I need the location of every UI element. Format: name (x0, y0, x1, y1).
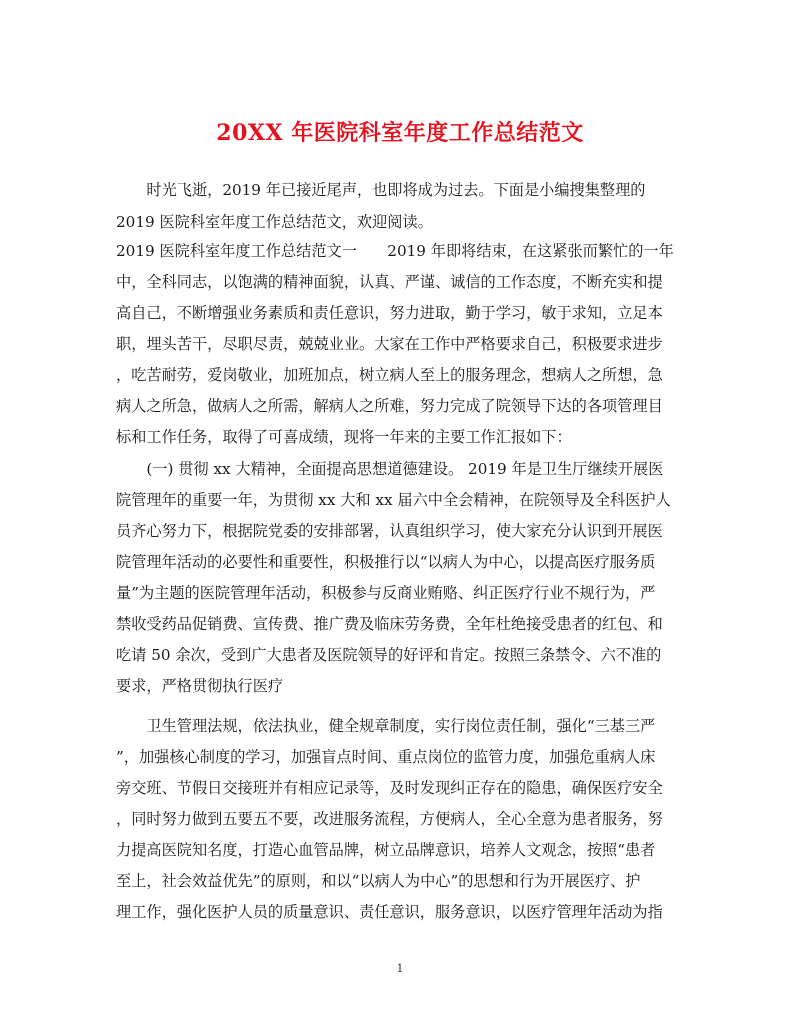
body-line: 病人之所急，做病人之所需，解病人之所难，努力完成了院领导下达的各项管理目 (116, 397, 663, 415)
body-line: 院管理年活动的必要性和重要性，积极推行以“以病人为中心，以提高医疗服务质 (116, 553, 656, 571)
body-line: 旁交班、节假日交接班并有相应记录等，及时发现纠正存在的隐患，确保医疗安全 (116, 779, 663, 797)
body-line: 理工作，强化医护人员的质量意识、责任意识，服务意识，以医疗管理年活动为指 (116, 903, 663, 921)
page-number: 1 (396, 962, 404, 975)
body-line: 力提高医院知名度，打造心血管品牌，树立品牌意识，培养人文观念，按照“患者 (116, 841, 656, 859)
body-line: 时光飞逝，2019 年已接近尾声，也即将成为过去。下面是小编搜集整理的 (116, 181, 646, 199)
body-line: 2019 医院科室年度工作总结范文一 2019 年即将结束，在这紧张而繁忙的一年 (116, 242, 674, 260)
document-title: 20XX 年医院科室年度工作总结范文 (216, 120, 584, 146)
body-line: 卫生管理法规，依法执业，健全规章制度，实行岗位责任制，强化“三基三严 (116, 717, 656, 735)
body-line: 要求，严格贯彻执行医疗 (116, 677, 284, 695)
body-line: ，同时努力做到五要五不要，改进服务流程，方便病人，全心全意为患者服务，努 (116, 810, 663, 828)
body-line: 中，全科同志，以饱满的精神面貌，认真、严谨、诚信的工作态度，不断充实和提 (116, 273, 663, 291)
body-line: ”，加强核心制度的学习，加强盲点时间、重点岗位的监管力度，加强危重病人床 (116, 748, 656, 766)
body-line: 至上，社会效益优先”的原则，和以“以病人为中心”的思想和行为开展医疗、护 (116, 872, 641, 890)
body-line: 2019 医院科室年度工作总结范文，欢迎阅读。 (116, 213, 433, 231)
body-line: 职，埋头苦干，尽职尽责，兢兢业业。大家在工作中严格要求自己，积极要求进步 (116, 335, 663, 353)
body-line: 吃请 50 余次，受到广大患者及医院领导的好评和肯定。按照三条禁令、六不准的 (116, 646, 662, 664)
body-line: 院管理年的重要一年，为贯彻 xx 大和 xx 届六中全会精神，在院领导及全科医护人 (116, 491, 671, 509)
body-line: ，吃苦耐劳，爱岗敬业，加班加点，树立病人至上的服务理念，想病人之所想，急 (116, 366, 663, 384)
body-line: 员齐心努力下，根据院党委的安排部署，认真组织学习，使大家充分认识到开展医 (116, 522, 663, 540)
body-line: 禁收受药品促销费、宣传费、推广费及临床劳务费，全年杜绝接受患者的红包、和 (116, 615, 663, 633)
body-line: 标和工作任务，取得了可喜成绩，现将一年来的主要工作汇报如下： (116, 428, 572, 446)
body-line: 高自己，不断增强业务素质和责任意识，努力进取，勤于学习，敏于求知，立足本 (116, 304, 663, 322)
body-line: 量”为主题的医院管理年活动，积极参与反商业贿赂、纠正医疗行业不规行为，严 (116, 584, 656, 602)
body-line: (一) 贯彻 xx 大精神，全面提高思想道德建设。 2019 年是卫生厅继续开展医 (116, 460, 664, 478)
